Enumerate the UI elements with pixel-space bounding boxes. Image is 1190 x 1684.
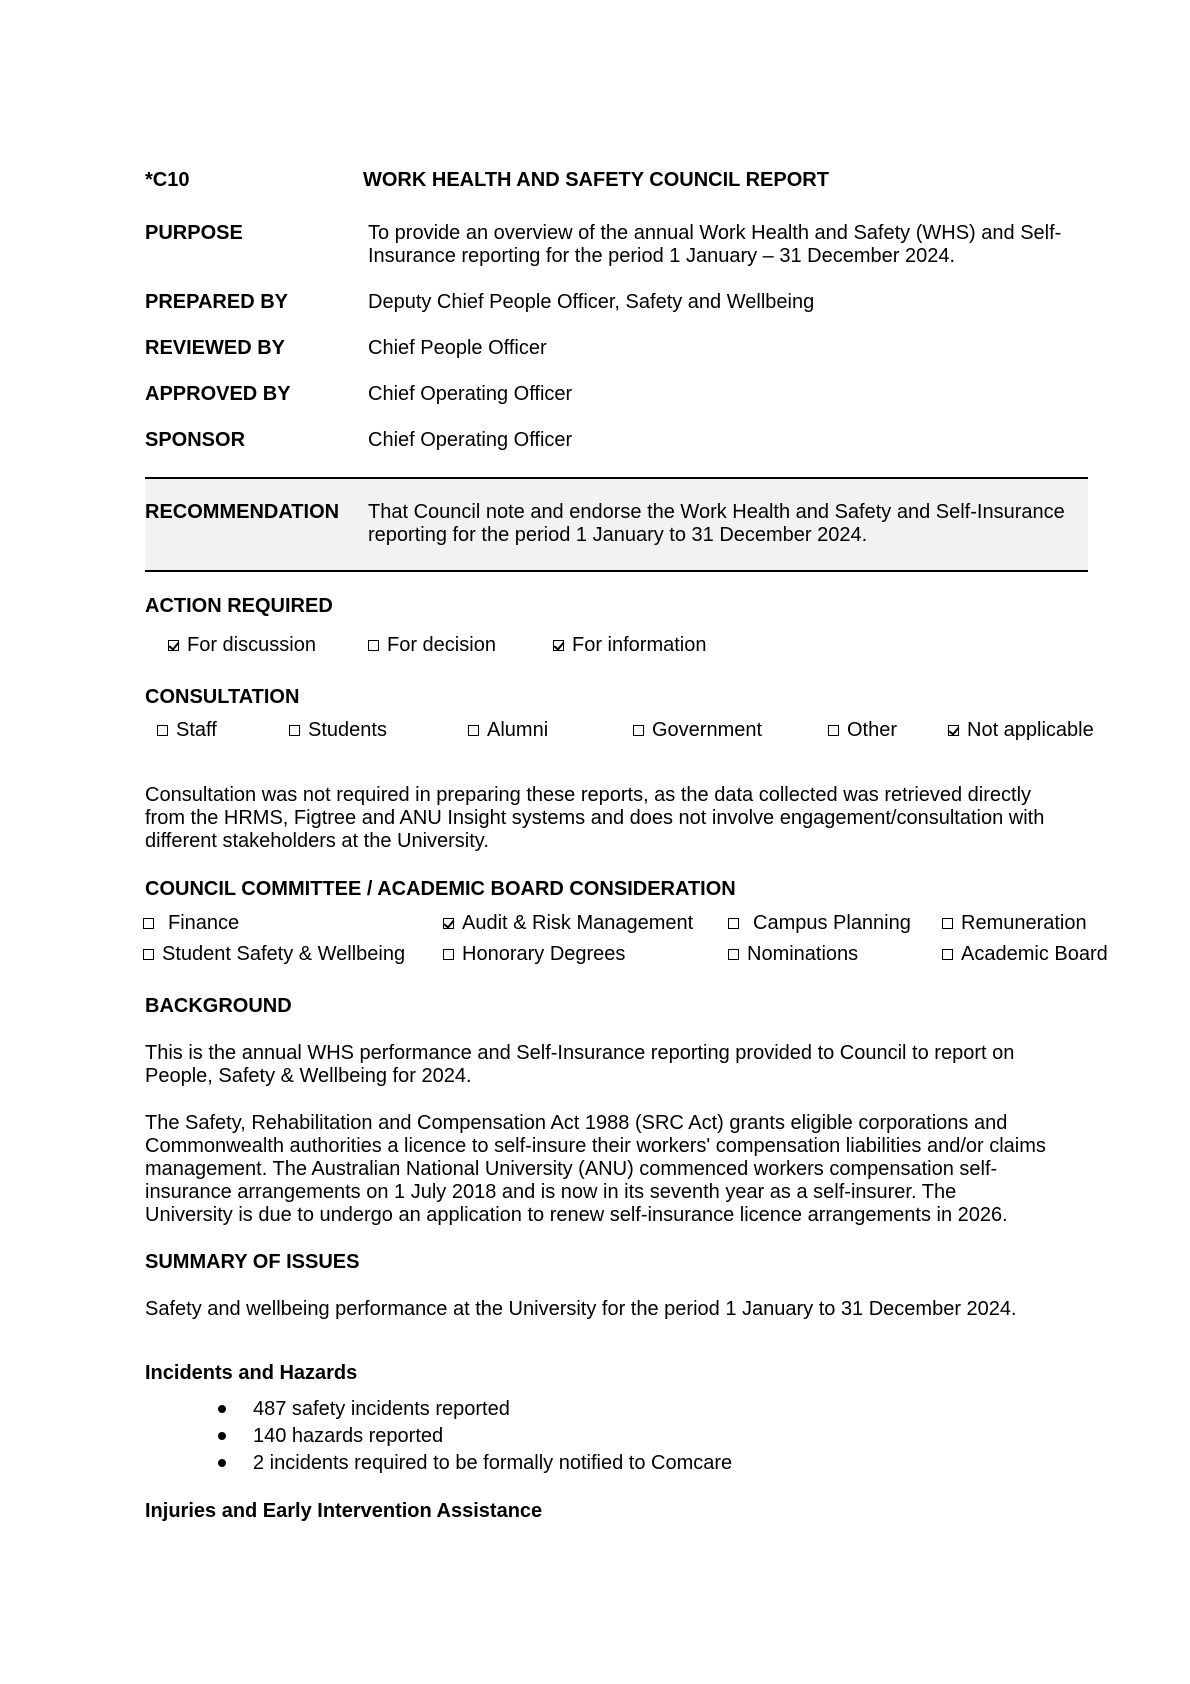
sponsor-value: Chief Operating Officer [368,429,573,451]
background-para2-line1: The Safety, Rehabilitation and Compensation Act 1988 (SRC Act) grants eligible corporations and [145,1112,1008,1134]
prepared-by-label: PREPARED BY [145,291,288,313]
option-label: Alumni [487,719,549,741]
divider-bottom [145,570,1088,572]
option-label: Government [652,719,763,741]
option-label: Nominations [747,943,859,965]
bullet-icon [218,1405,226,1413]
option-label: Students [308,719,387,741]
committee-option-campus-planning[interactable] [728,912,911,935]
committee-option-student-safety[interactable] [143,943,405,966]
incident-item: 140 hazards reported [253,1425,444,1447]
committee-option-nominations[interactable] [728,943,858,966]
committee-option-honorary-degrees[interactable] [443,943,625,966]
consultation-option-not-applicable[interactable] [948,719,1094,742]
consultation-heading: CONSULTATION [145,686,300,708]
checkbox-icon[interactable] [468,725,479,736]
committee-option-audit-risk[interactable] [443,912,693,935]
option-label: Honorary Degrees [462,943,626,965]
option-label: Remuneration [961,912,1087,934]
option-label: Campus Planning [753,912,911,934]
checkbox-icon[interactable] [728,949,739,960]
reviewed-by-value: Chief People Officer [368,337,547,359]
background-heading: BACKGROUND [145,995,292,1017]
recommendation-line1: That Council note and endorse the Work Health and Safety and Self-Insurance [368,501,1065,523]
committee-option-finance[interactable] [143,912,239,935]
consultation-option-staff[interactable] [157,719,217,742]
option-label: For decision [387,634,496,656]
checkbox-icon[interactable] [289,725,300,736]
consultation-option-other[interactable] [828,719,897,742]
summary-text: Safety and wellbeing performance at the University for the period 1 January to 31 December 2024. [145,1298,1017,1320]
approved-by-label: APPROVED BY [145,383,291,405]
action-option-discussion[interactable] [168,634,316,657]
injuries-heading: Injuries and Early Intervention Assistance [145,1500,543,1522]
incident-item: 487 safety incidents reported [253,1398,510,1420]
incident-item: 2 incidents required to be formally notified to Comcare [253,1452,733,1474]
purpose-text-line2: Insurance reporting for the period 1 January – 31 December 2024. [368,245,956,267]
consultation-note-line2: from the HRMS, Figtree and ANU Insight systems and does not involve engagement/consultation with [145,807,1045,829]
option-label: For discussion [187,634,316,656]
checkbox-icon[interactable] [143,918,154,929]
checkbox-icon[interactable] [143,949,154,960]
divider-top [145,477,1088,479]
committee-heading: COUNCIL COMMITTEE / ACADEMIC BOARD CONSIDERATION [145,878,736,900]
option-label: For information [572,634,707,656]
checkbox-icon[interactable] [942,918,953,929]
background-para1-line1: This is the annual WHS performance and Self-Insurance reporting provided to Council to report on [145,1042,1015,1064]
checkbox-icon[interactable] [942,949,953,960]
consultation-option-students[interactable] [289,719,387,742]
background-para2-line2: Commonwealth authorities a licence to self-insure their workers' compensation liabilities and/or claims [145,1135,1046,1157]
checkbox-checked-icon[interactable] [553,640,564,651]
option-label: Audit & Risk Management [462,912,694,934]
consultation-option-government[interactable] [633,719,762,742]
consultation-option-alumni[interactable] [468,719,548,742]
prepared-by-value: Deputy Chief People Officer, Safety and Wellbeing [368,291,815,313]
action-required-heading: ACTION REQUIRED [145,595,333,617]
action-option-decision[interactable] [368,634,496,657]
recommendation-label: RECOMMENDATION [145,501,340,523]
background-para2-line5: University is due to undergo an application to renew self-insurance licence arrangements in 2026. [145,1204,1008,1226]
option-label: Academic Board [961,943,1108,965]
bullet-icon [218,1459,226,1467]
checkbox-icon[interactable] [728,918,739,929]
report-title: WORK HEALTH AND SAFETY COUNCIL REPORT [363,169,829,191]
option-label: Staff [176,719,217,741]
purpose-label: PURPOSE [145,222,243,244]
option-label: Other [847,719,898,741]
committee-option-remuneration[interactable] [942,912,1087,935]
consultation-note-line1: Consultation was not required in preparing these reports, as the data collected was retrieved directly [145,784,1032,806]
checkbox-checked-icon[interactable] [443,918,454,929]
item-code: *C10 [145,169,190,191]
background-para1-line2: People, Safety & Wellbeing for 2024. [145,1065,472,1087]
checkbox-checked-icon[interactable] [168,640,179,651]
purpose-text-line1: To provide an overview of the annual Work Health and Safety (WHS) and Self- [368,222,1062,244]
action-option-information[interactable] [553,634,707,657]
option-label: Finance [168,912,240,934]
option-label: Not applicable [967,719,1094,741]
committee-option-academic-board[interactable] [942,943,1108,966]
consultation-note-line3: different stakeholders at the University. [145,830,489,852]
bullet-icon [218,1432,226,1440]
checkbox-checked-icon[interactable] [948,725,959,736]
approved-by-value: Chief Operating Officer [368,383,573,405]
sponsor-label: SPONSOR [145,429,246,451]
incidents-heading: Incidents and Hazards [145,1362,358,1384]
reviewed-by-label: REVIEWED BY [145,337,286,359]
background-para2-line3: management. The Australian National University (ANU) commenced workers compensation self- [145,1158,998,1180]
checkbox-icon[interactable] [368,640,379,651]
checkbox-icon[interactable] [157,725,168,736]
background-para2-line4: insurance arrangements on 1 July 2018 and is now in its seventh year as a self-insurer. The [145,1181,957,1203]
option-label: Student Safety & Wellbeing [162,943,406,965]
recommendation-line2: reporting for the period 1 January to 31 December 2024. [368,524,868,546]
checkbox-icon[interactable] [828,725,839,736]
checkbox-icon[interactable] [443,949,454,960]
summary-heading: SUMMARY OF ISSUES [145,1251,360,1273]
checkbox-icon[interactable] [633,725,644,736]
